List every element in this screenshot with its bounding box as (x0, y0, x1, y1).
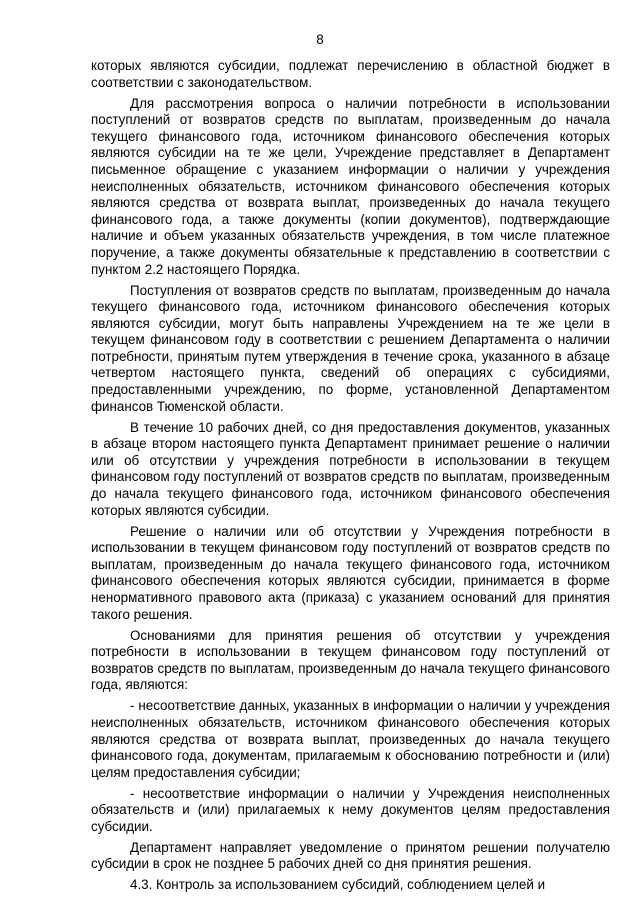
paragraph-continuation: которых являются субсидии, подлежат перечислению в областной бюджет в соответствии с законодательством. (91, 58, 610, 90)
list-item-ground-1: - несоответствие данных, указанных в информации о наличии у учреждения неисполненных обязательств, источником финансового обеспечения которых являются средства от возврата выплат, произведенных до начала текущего финансового года, документам, прилагаемым к обоснованию потребности и (или) целям предоставления субсидии; (91, 698, 610, 780)
paragraph-notification: Департамент направляет уведомление о принятом решении получателю субсидии в срок не позднее 5 рабочих дней со дня принятия решения. (91, 839, 610, 872)
list-item-ground-2: - несоответствие информации о наличии у Учреждения неисполненных обязательств и (или) прилагаемых к нему документов целям предоставления субсидии. (91, 785, 610, 834)
paragraph-grounds-intro: Основаниями для принятия решения об отсутствии у учреждения потребности в использовании в текущем финансовом году поступлений от возвратов средств по выплатам, произведенным до начала текущего финансового года, являются: (91, 627, 610, 693)
paragraph-returns-usage: Поступления от возвратов средств по выплатам, произведенным до начала текущего финансового года, источником финансового обеспечения которых являются субсидии, могут быть направлены Учреждением на те же цели в текущем финансовом году в соответствии с решением Департамента о наличии потребности, принятым путем утверждения в течение срока, указанного в абзаце четвертом настоящего пункта, сведений об операциях с субсидиями, предоставленными учреждению, по форме, установленной Департаментом финансов Тюменской области. (91, 282, 610, 414)
paragraph-decision-deadline: В течение 10 рабочих дней, со дня предоставления документов, указанных в абзаце втором настоящего пункта Департамент принимает решение о наличии или об отсутствии у учреждения потребности в использовании в текущем финансовом году поступлений от возвратов средств по выплатам, произведенным до начала текущего финансового года, источником финансового обеспечения которых являются субсидии. (91, 419, 610, 518)
document-body (91, 58, 610, 898)
paragraph-decision-form: Решение о наличии или об отсутствии у Учреждения потребности в использовании в текущем финансовом году поступлений от возвратов средств по выплатам, произведенным до начала текущего финансового года, источником финансового обеспечения которых являются субсидии, принимается в форме ненормативного правового акта (приказа) с указанием оснований для принятия такого решения. (91, 523, 610, 622)
paragraph-request-procedure: Для рассмотрения вопроса о наличии потребности в использовании поступлений от возвратов средств по выплатам, произведенным до начала текущего финансового года, источником финансового обеспечения которых являются субсидии на те же цели, Учреждение представляет в Департамент письменное обращение с указанием информации о наличии у учреждения неисполненных обязательств, источником финансового обеспечения которых являются средства от возврата выплат, произведенных до начала текущего финансового года, а также документы (копии документов), подтверждающие наличие и объем указанных обязательств учреждения, в том числе платежное поручение, а также документы обязательные к представлению в соответствии с пунктом 2.2 настоящего Порядка. (91, 95, 610, 277)
paragraph-section-4-3: 4.3. Контроль за использованием субсидий, соблюдением целей и (130, 877, 546, 893)
page-number: 8 (316, 32, 324, 47)
